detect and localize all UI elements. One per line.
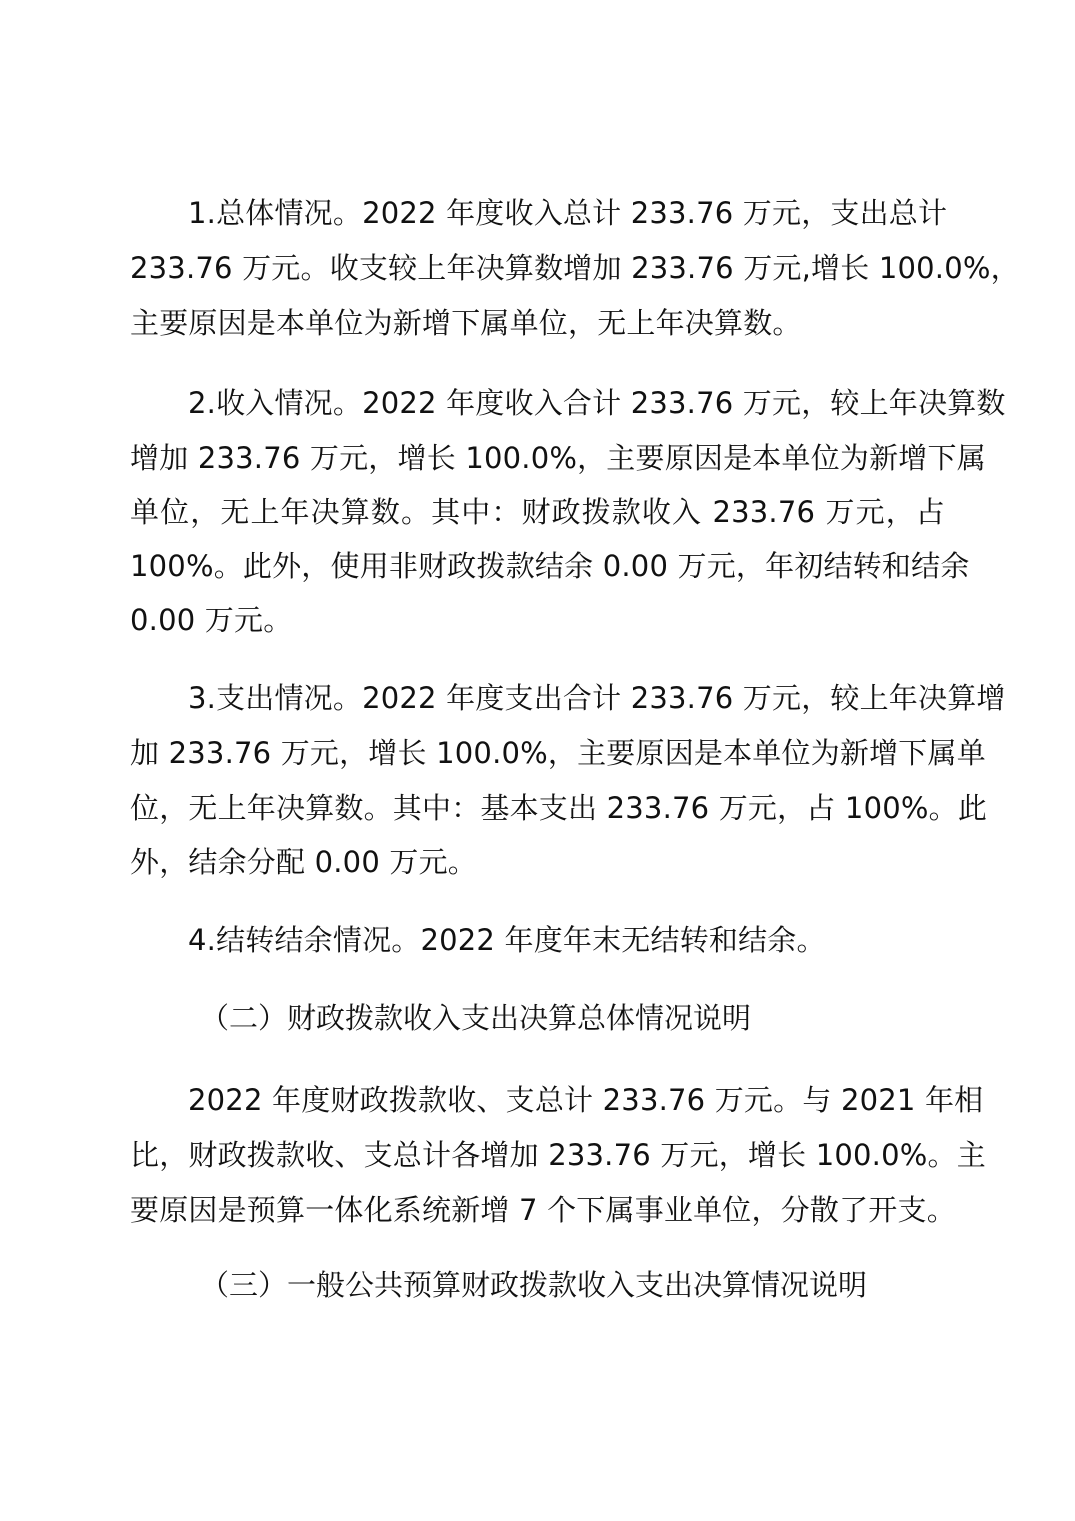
paragraph-line: 比，财政拨款收、支总计各增加 233.76 万元，增长 100.0%。主 [130, 1138, 986, 1172]
paragraph-line: 外，结余分配 0.00 万元。 [130, 845, 478, 879]
paragraph-line: 3.支出情况。2022 年度支出合计 233.76 万元，较上年决算增 [188, 681, 1006, 715]
section-heading-3: （三）一般公共预算财政拨款收入支出决算情况说明 [200, 1268, 868, 1302]
paragraph-line: 主要原因是本单位为新增下属单位，无上年决算数。 [130, 306, 802, 340]
paragraph-line: 要原因是预算一体化系统新增 7 个下属事业单位，分散了开支。 [130, 1193, 956, 1227]
paragraph-line: 4.结转结余情况。2022 年度年末无结转和结余。 [188, 923, 826, 957]
paragraph-line: 233.76 万元。收支较上年决算数增加 233.76 万元,增长 100.0%， [130, 251, 1020, 285]
paragraph-line: 1.总体情况。2022 年度收入总计 233.76 万元，支出总计 [188, 196, 948, 230]
paragraph-line: 2022 年度财政拨款收、支总计 233.76 万元。与 2021 年相 [188, 1083, 984, 1117]
paragraph-line: 0.00 万元。 [130, 603, 293, 637]
section-heading-2: （二）财政拨款收入支出决算总体情况说明 [200, 1001, 752, 1035]
paragraph-line: 100%。此外，使用非财政拨款结余 0.00 万元，年初结转和结余 [130, 549, 970, 583]
paragraph-line: 加 233.76 万元，增长 100.0%，主要原因是本单位为新增下属单 [130, 736, 986, 770]
paragraph-line: 单位，无上年决算数。其中：财政拨款收入 233.76 万元，占 [130, 495, 945, 529]
paragraph-line: 2.收入情况。2022 年度收入合计 233.76 万元，较上年决算数 [188, 386, 1006, 420]
paragraph-line: 增加 233.76 万元，增长 100.0%，主要原因是本单位为新增下属 [130, 441, 986, 475]
paragraph-line: 位，无上年决算数。其中：基本支出 233.76 万元，占 100%。此 [130, 791, 988, 825]
